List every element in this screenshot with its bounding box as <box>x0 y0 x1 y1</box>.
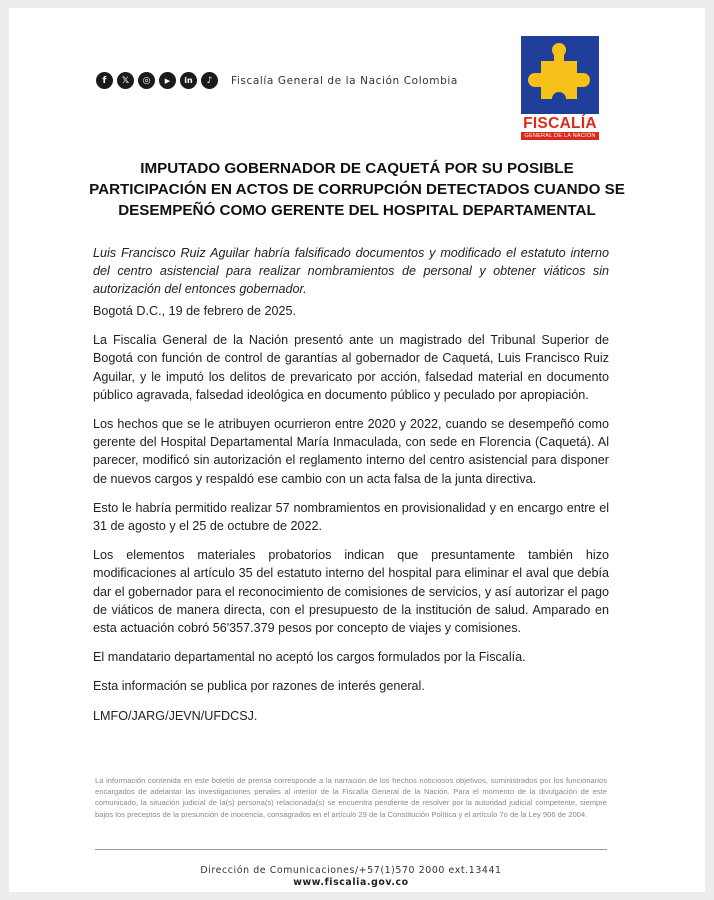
article-body <box>93 302 609 736</box>
date-line: Bogotá D.C., 19 de febrero de 2025. <box>93 304 297 318</box>
social-media-bar <box>96 72 458 89</box>
lead-paragraph: Luis Francisco Ruiz Aguilar habría falsificado documentos y modificado el estatuto interno del centro asistencial para realizar nombramientos de personal y obtener viáticos sin autorización del entonces gobernador. <box>93 246 609 296</box>
body-paragraph: La Fiscalía General de la Nación presentó ante un magistrado del Tribunal Superior de Bogotá con función de control de garantías al gobernador de Caquetá, Luis Francisco Ruiz Aguilar, y le imputó los delitos de prevaricato por acción, falsedad material en documento público agravada, falsedad ideológica en documento público y peculado por apropiación. <box>93 333 609 402</box>
document-page <box>9 8 705 892</box>
body-paragraph: Esta información se publica por razones de interés general. <box>93 679 425 694</box>
instagram-icon[interactable]: ◎ <box>138 72 155 89</box>
linkedin-icon[interactable]: in <box>180 72 197 89</box>
logo-subtitle: GENERAL DE LA NACIÓN <box>521 132 599 140</box>
fiscalia-logo <box>521 36 599 142</box>
footer-website-link[interactable]: www.fiscalia.gov.co <box>293 877 409 888</box>
puzzle-logo-icon <box>521 36 599 114</box>
legal-disclaimer: La información contenida en este boletín de prensa corresponde a la narración de los hechos noticiosos objetivos, suministrados por los funcionarios encargados de adelantar las investigaciones penales al interior de la Fiscalía General de la Nación. Para el momento de la divulgación de este comunicado, la situación judicial de la(s) persona(s) relacionada(s) se encuentra pendiente de resolver por la autoridad judicial competente, siempre bajos los preceptos de la presunción de inocencia, consagrados en el artículo 29 de la Constitución Política y el artículo 7o de la Ley 906 de 2004. <box>95 776 607 819</box>
tiktok-icon[interactable]: ♪ <box>201 72 218 89</box>
footer-divider <box>95 849 607 850</box>
headline: IMPUTADO GOBERNADOR DE CAQUETÁ POR SU POSIBLE PARTICIPACIÓN EN ACTOS DE CORRUPCIÓN DETECTADOS CUANDO SE DESEMPEÑÓ COMO GERENTE DEL HOSPITAL DEPARTAMENTAL <box>89 160 625 219</box>
body-paragraph: Esto le habría permitido realizar 57 nombramientos en provisionalidad y en encargo entre el 31 de agosto y el 25 de octubre de 2022. <box>93 500 609 534</box>
logo-title: FISCALÍA <box>523 115 597 132</box>
footer <box>95 865 607 889</box>
x-icon[interactable]: 𝕏 <box>117 72 134 89</box>
facebook-icon[interactable]: f <box>96 72 113 89</box>
body-paragraph: El mandatario departamental no aceptó los cargos formulados por la Fiscalía. <box>93 650 526 665</box>
footer-contact: Dirección de Comunicaciones/+57(1)570 2000 ext.13441 <box>200 865 502 876</box>
youtube-icon[interactable]: ▶ <box>159 72 176 89</box>
body-paragraph: Los elementos materiales probatorios indican que presuntamente también hizo modificaciones al artículo 35 del estatuto interno del hospital para eliminar el aval que debía dar el gobernador para el reconocimiento de comisiones de servicios, y así autorizar el pago de viáticos de manera directa, con el presupuesto de la institución de salud. Amparado en esta actuación cobró 56'357.379 pesos por concepto de viajes y comisiones. <box>93 548 609 636</box>
organization-name: Fiscalía General de la Nación Colombia <box>231 74 458 87</box>
body-paragraph: Los hechos que se le atribuyen ocurrieron entre 2020 y 2022, cuando se desempeñó como gerente del Hospital Departamental María Inmaculada, con sede en Florencia (Caquetá). Al parecer, modificó sin autorización el reglamento interno del centro asistencial para disponer de nuevos cargos y respaldó ese cambio con un acta falsa de la junta directiva. <box>93 417 609 486</box>
signature-codes: LMFO/JARG/JEVN/UFDCSJ. <box>93 708 258 723</box>
